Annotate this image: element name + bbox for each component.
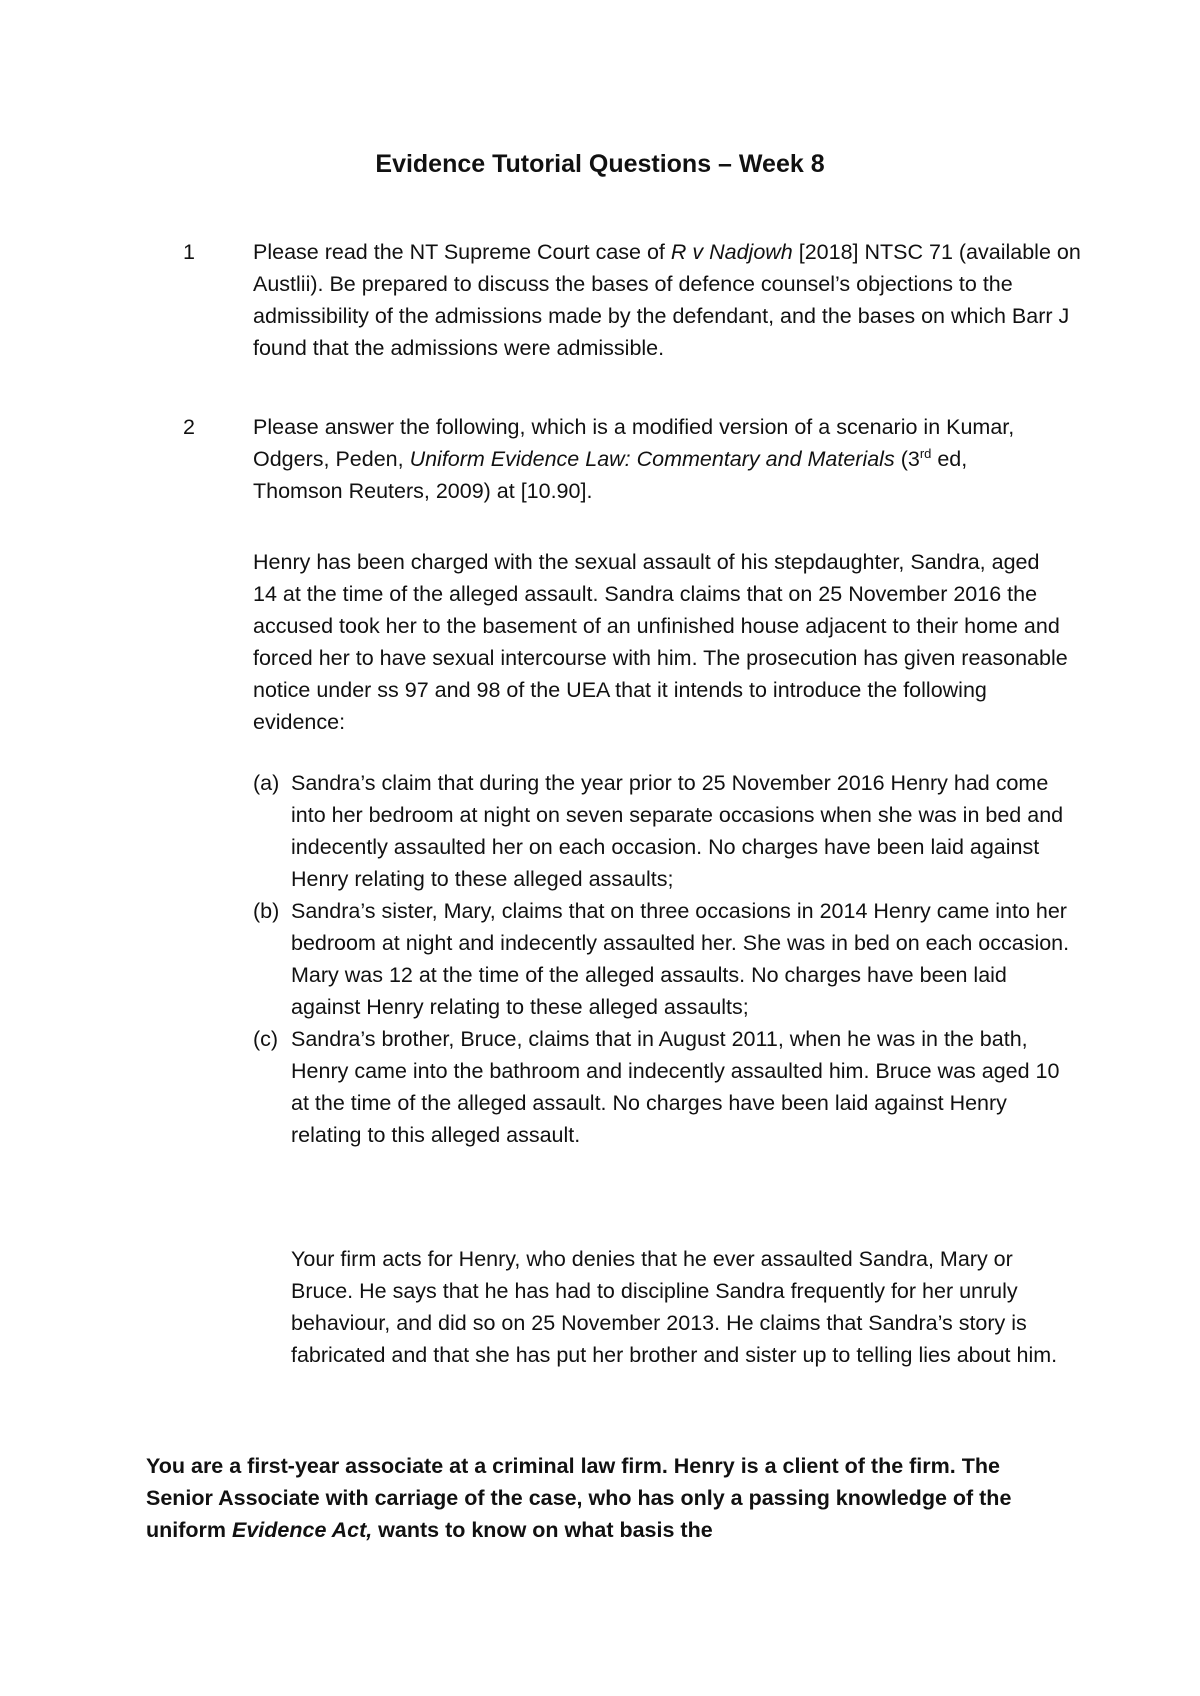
defence-text: Your firm acts for Henry, who denies that he ever assaulted Sandra, Mary or Bruce. He says that he has had to discipline Sandra frequently for her unruly behaviour, and did so on 25 November 2013. He claims that Sandra’s story is fabricated and that she has put her brother and sister up to telling lies about him. — [291, 1247, 1058, 1367]
evidence-item-a — [253, 767, 1073, 895]
task-text-a: You are a first-year associate at a criminal law firm. Henry is a client of the firm. The Senior Associate with carriage of the case, who has only a passing knowledge of the uniform — [146, 1454, 1012, 1542]
question-2-intro — [253, 411, 1043, 507]
act-name: Evidence Act, — [232, 1518, 373, 1542]
question-1-text — [253, 236, 1083, 364]
question-2-number: 2 — [183, 415, 195, 439]
question-1-text-a: Please read the NT Supreme Court case of — [253, 240, 671, 264]
evidence-item-text: Sandra’s claim that during the year prior to 25 November 2016 Henry had come into her bedroom at night on seven separate occasions when she was in bed and indecently assaulted her on each occasion. No charges have been laid against Henry relating to these alleged assaults; — [291, 771, 1064, 891]
question-1-number: 1 — [183, 240, 195, 264]
question-1-text-b: [2018] NTSC 71 (available on Austlii). Be prepared to discuss the bases of defence counsel’s objections to the admissibility of the admissions made by the defendant, and the bases on which Barr J found that the admissions were admissible. — [253, 240, 1081, 360]
page-title: Evidence Tutorial Questions – Week 8 — [375, 150, 825, 178]
question-2-intro-c: ed, Thomson Reuters, 2009) at [10.90]. — [253, 447, 968, 503]
evidence-item-text: Sandra’s sister, Mary, claims that on three occasions in 2014 Henry came into her bedroom at night and indecently assaulted her. She was in bed on each occasion. Mary was 12 at the time of the alleged assaults. No charges have been laid against Henry relating to these alleged assaults; — [291, 899, 1070, 1019]
task-text-b: wants to know on what basis the — [372, 1518, 713, 1542]
evidence-item-label: (c) — [253, 1027, 279, 1051]
evidence-item-label: (a) — [253, 771, 280, 795]
task-paragraph — [146, 1450, 1046, 1546]
case-name: R v Nadjowh — [670, 240, 793, 264]
scenario-text: Henry has been charged with the sexual assault of his stepdaughter, Sandra, aged 14 at the time of the alleged assault. Sandra claims that on 25 November 2016 the accused took her to the basement of an unfinished house adjacent to their home and forced her to have sexual intercourse with him. The prosecution has given reasonable notice under ss 97 and 98 of the UEA that it intends to introduce the following evidence: — [253, 550, 1068, 734]
evidence-list — [253, 767, 1073, 1151]
evidence-item-b — [253, 895, 1073, 1023]
book-title: Uniform Evidence Law: Commentary and Materials — [409, 447, 895, 471]
edition-superscript: rd — [919, 445, 932, 461]
evidence-item-label: (b) — [253, 899, 280, 923]
evidence-item-text: Sandra’s brother, Bruce, claims that in August 2011, when he was in the bath, Henry came into the bathroom and indecently assaulted him. Bruce was aged 10 at the time of the alleged assault. No charges have been laid against Henry relating to this alleged assault. — [291, 1027, 1060, 1147]
question-2-intro-b: (3 — [894, 447, 920, 471]
evidence-item-c — [253, 1023, 1073, 1151]
question-2-intro-a: Please answer the following, which is a modified version of a scenario in Kumar, Odgers, Peden, — [253, 415, 1015, 471]
scenario-paragraph — [253, 546, 1068, 738]
defence-paragraph — [291, 1243, 1071, 1371]
